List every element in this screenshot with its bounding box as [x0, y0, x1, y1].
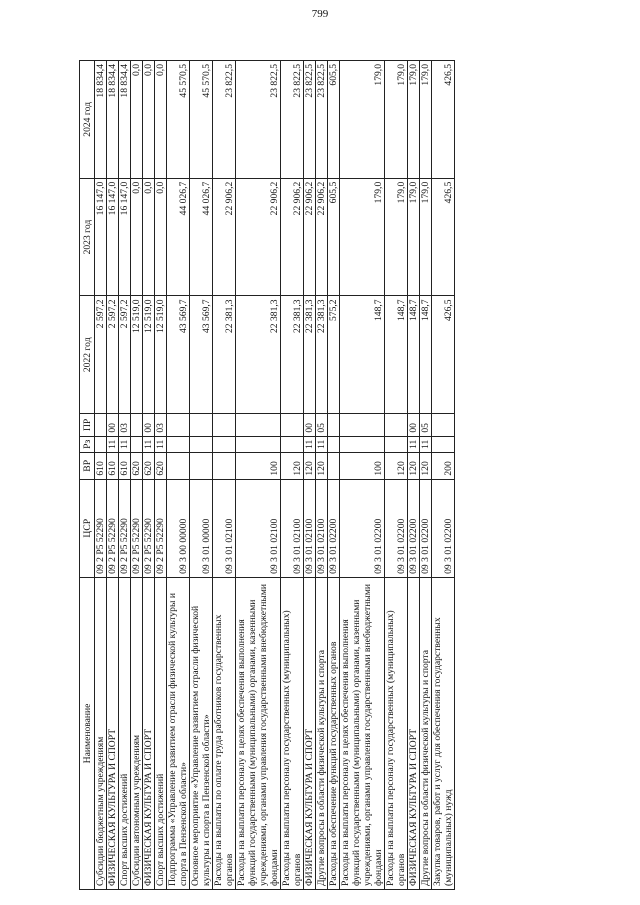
cell-y2022: 22 381,3: [236, 296, 281, 414]
cell-y2023: 0,0: [143, 178, 155, 296]
cell-y2024: 18 834,4: [95, 61, 107, 179]
cell-rz: [190, 436, 213, 452]
cell-name: Расходы на выплаты персоналу в целях обеспечения выполнения функций государственными (муниципальными) органами, казенными учреждениями, органами управления государственными внебюджетными фондами: [340, 577, 385, 889]
cell-vr: 200: [432, 453, 455, 480]
table-row: [420, 61, 432, 890]
cell-rz: [281, 436, 304, 452]
cell-rz: [95, 436, 107, 452]
cell-name: Расходы на выплаты персоналу государственных (муниципальных) органов: [385, 577, 408, 889]
cell-pr: [95, 414, 107, 437]
column-header: 2023 год: [80, 178, 95, 296]
cell-y2023: 22 906,2: [304, 178, 316, 296]
cell-y2023: 22 906,2: [316, 178, 328, 296]
cell-pr: 03: [119, 414, 131, 437]
cell-csr: 09 2 P5 52290: [95, 479, 107, 577]
table-row: [131, 61, 143, 890]
column-header: 2022 год: [80, 296, 95, 414]
table-row: [432, 61, 455, 890]
cell-vr: 100: [340, 453, 385, 480]
column-header: Наименование: [80, 577, 95, 889]
cell-y2022: 148,7: [340, 296, 385, 414]
cell-y2024: 0,0: [155, 61, 167, 179]
cell-y2024: 45 570,5: [167, 61, 190, 179]
cell-pr: [236, 414, 281, 437]
cell-y2023: 179,0: [385, 178, 408, 296]
cell-vr: [328, 453, 340, 480]
cell-y2023: 426,5: [432, 178, 455, 296]
cell-rz: [131, 436, 143, 452]
cell-pr: 03: [155, 414, 167, 437]
table-row: [95, 61, 107, 890]
table-row: [190, 61, 213, 890]
column-header: 2024 год: [80, 61, 95, 179]
cell-y2024: 0,0: [131, 61, 143, 179]
cell-y2024: 179,0: [420, 61, 432, 179]
cell-vr: 620: [143, 453, 155, 480]
cell-y2024: 23 822,5: [213, 61, 236, 179]
table-row: [167, 61, 190, 890]
table-row: [385, 61, 408, 890]
cell-name: Спорт высших достижений: [155, 577, 167, 889]
cell-pr: [167, 414, 190, 437]
cell-y2022: 12 519,0: [155, 296, 167, 414]
cell-y2023: 0,0: [155, 178, 167, 296]
cell-y2023: 179,0: [408, 178, 420, 296]
cell-y2023: 0,0: [131, 178, 143, 296]
cell-y2023: 44 026,7: [190, 178, 213, 296]
cell-pr: [328, 414, 340, 437]
cell-y2024: 179,0: [340, 61, 385, 179]
cell-csr: 09 2 P5 52290: [131, 479, 143, 577]
cell-pr: 00: [107, 414, 119, 437]
table-row: [236, 61, 281, 890]
cell-rz: [328, 436, 340, 452]
cell-rz: 11: [316, 436, 328, 452]
cell-y2024: 45 570,5: [190, 61, 213, 179]
cell-csr: 09 3 01 02200: [328, 479, 340, 577]
cell-vr: [213, 453, 236, 480]
cell-name: Субсидии бюджетным учреждениям: [95, 577, 107, 889]
cell-pr: 05: [316, 414, 328, 437]
cell-y2023: 179,0: [420, 178, 432, 296]
cell-csr: 09 3 01 02100: [213, 479, 236, 577]
cell-vr: 120: [420, 453, 432, 480]
cell-vr: 620: [131, 453, 143, 480]
cell-rz: 11: [420, 436, 432, 452]
cell-y2024: 23 822,5: [236, 61, 281, 179]
cell-y2024: 179,0: [408, 61, 420, 179]
cell-rz: [236, 436, 281, 452]
cell-y2023: 44 026,7: [167, 178, 190, 296]
cell-name: Расходы на выплаты по оплате труда работников государственных органов: [213, 577, 236, 889]
cell-name: Другие вопросы в области физической культуры и спорта: [420, 577, 432, 889]
budget-table: [79, 60, 455, 890]
cell-rz: 11: [107, 436, 119, 452]
cell-pr: 00: [143, 414, 155, 437]
cell-csr: 09 2 P5 52290: [143, 479, 155, 577]
cell-csr: 09 3 01 02100: [316, 479, 328, 577]
cell-rz: [167, 436, 190, 452]
cell-y2022: 2 597,2: [107, 296, 119, 414]
cell-y2024: 179,0: [385, 61, 408, 179]
cell-y2022: 426,5: [432, 296, 455, 414]
cell-csr: 09 3 01 02200: [385, 479, 408, 577]
cell-name: ФИЗИЧЕСКАЯ КУЛЬТУРА И СПОРТ: [107, 577, 119, 889]
table-row: [408, 61, 420, 890]
table-row: [155, 61, 167, 890]
cell-csr: 09 2 P5 52290: [119, 479, 131, 577]
cell-vr: [190, 453, 213, 480]
page-number: 799: [311, 8, 329, 20]
cell-name: Подпрограмма «Управление развитием отрасли физической культуры и спорта в Пензенской области»: [167, 577, 190, 889]
cell-y2022: 2 597,2: [95, 296, 107, 414]
cell-vr: 610: [119, 453, 131, 480]
cell-y2023: 605,5: [328, 178, 340, 296]
column-header: Рз: [80, 436, 95, 452]
cell-y2022: 575,2: [328, 296, 340, 414]
cell-y2024: 426,5: [432, 61, 455, 179]
cell-pr: [281, 414, 304, 437]
column-header: ЦСР: [80, 479, 95, 577]
cell-vr: 620: [155, 453, 167, 480]
cell-pr: 00: [408, 414, 420, 437]
cell-name: Расходы на обеспечение функций государственных органов: [328, 577, 340, 889]
cell-y2023: 16 147,0: [107, 178, 119, 296]
cell-vr: 610: [95, 453, 107, 480]
cell-rz: [432, 436, 455, 452]
cell-csr: 09 3 01 02100: [281, 479, 304, 577]
cell-vr: 120: [385, 453, 408, 480]
cell-vr: 120: [281, 453, 304, 480]
table-row: [143, 61, 155, 890]
cell-y2022: 22 381,3: [281, 296, 304, 414]
cell-y2024: 605,5: [328, 61, 340, 179]
cell-y2022: 22 381,3: [304, 296, 316, 414]
table-row: [304, 61, 316, 890]
cell-rz: 11: [155, 436, 167, 452]
cell-csr: 09 3 01 02100: [236, 479, 281, 577]
column-header: ВР: [80, 453, 95, 480]
cell-vr: 120: [304, 453, 316, 480]
table-row: [119, 61, 131, 890]
table-row: [107, 61, 119, 890]
cell-pr: 05: [420, 414, 432, 437]
table-row: [316, 61, 328, 890]
cell-y2022: 12 519,0: [143, 296, 155, 414]
cell-rz: 11: [119, 436, 131, 452]
cell-y2023: 16 147,0: [119, 178, 131, 296]
cell-rz: [340, 436, 385, 452]
cell-y2022: 148,7: [408, 296, 420, 414]
cell-y2022: 12 519,0: [131, 296, 143, 414]
budget-table-container: [79, 60, 559, 890]
cell-y2022: 2 597,2: [119, 296, 131, 414]
cell-y2024: 0,0: [143, 61, 155, 179]
cell-csr: 09 2 P5 52290: [107, 479, 119, 577]
cell-y2024: 18 834,4: [119, 61, 131, 179]
cell-name: Другие вопросы в области физической культуры и спорта: [316, 577, 328, 889]
cell-vr: 610: [107, 453, 119, 480]
cell-name: Закупка товаров, работ и услуг для обеспечения государственных (муниципальных) нужд: [432, 577, 455, 889]
table-header-row: [80, 61, 95, 890]
cell-csr: 09 3 01 02200: [408, 479, 420, 577]
cell-pr: [131, 414, 143, 437]
cell-y2024: 23 822,5: [281, 61, 304, 179]
column-header: ПР: [80, 414, 95, 437]
cell-pr: [385, 414, 408, 437]
cell-vr: 120: [316, 453, 328, 480]
cell-csr: 09 3 01 02100: [304, 479, 316, 577]
cell-y2022: 22 381,3: [316, 296, 328, 414]
cell-vr: 120: [408, 453, 420, 480]
cell-rz: 11: [304, 436, 316, 452]
cell-y2024: 23 822,5: [316, 61, 328, 179]
cell-vr: 100: [236, 453, 281, 480]
cell-y2023: 179,0: [340, 178, 385, 296]
cell-rz: 11: [143, 436, 155, 452]
table-row: [328, 61, 340, 890]
cell-name: Спорт высших достижений: [119, 577, 131, 889]
cell-y2024: 23 822,5: [304, 61, 316, 179]
cell-rz: 11: [408, 436, 420, 452]
cell-y2022: 43 569,7: [190, 296, 213, 414]
cell-rz: [385, 436, 408, 452]
cell-pr: [432, 414, 455, 437]
cell-name: Субсидии автономным учреждениям: [131, 577, 143, 889]
cell-name: Основное мероприятие «Управление развитием отрасли физической культуры и спорта в Пензенской области»: [190, 577, 213, 889]
cell-csr: 09 3 01 02200: [420, 479, 432, 577]
cell-csr: 09 3 01 02200: [432, 479, 455, 577]
cell-y2023: 22 906,2: [213, 178, 236, 296]
cell-y2022: 148,7: [385, 296, 408, 414]
cell-y2022: 22 381,3: [213, 296, 236, 414]
cell-y2024: 18 834,4: [107, 61, 119, 179]
cell-pr: [340, 414, 385, 437]
cell-name: Расходы на выплаты персоналу в целях обеспечения выполнения функций государственными (муниципальными) органами, казенными учреждениями, органами управления государственными внебюджетными фондами: [236, 577, 281, 889]
cell-name: ФИЗИЧЕСКАЯ КУЛЬТУРА И СПОРТ: [408, 577, 420, 889]
cell-pr: [190, 414, 213, 437]
table-row: [340, 61, 385, 890]
cell-y2023: 16 147,0: [95, 178, 107, 296]
cell-y2023: 22 906,2: [281, 178, 304, 296]
cell-csr: 09 3 01 02200: [340, 479, 385, 577]
cell-csr: 09 3 00 00000: [167, 479, 190, 577]
cell-y2022: 43 569,7: [167, 296, 190, 414]
cell-vr: [167, 453, 190, 480]
cell-name: ФИЗИЧЕСКАЯ КУЛЬТУРА И СПОРТ: [143, 577, 155, 889]
cell-csr: 09 2 P5 52290: [155, 479, 167, 577]
cell-pr: 00: [304, 414, 316, 437]
cell-y2022: 148,7: [420, 296, 432, 414]
table-row: [213, 61, 236, 890]
cell-y2023: 22 906,2: [236, 178, 281, 296]
table-row: [281, 61, 304, 890]
cell-pr: [213, 414, 236, 437]
cell-csr: 09 3 01 00000: [190, 479, 213, 577]
cell-name: Расходы на выплаты персоналу государственных (муниципальных) органов: [281, 577, 304, 889]
cell-name: ФИЗИЧЕСКАЯ КУЛЬТУРА И СПОРТ: [304, 577, 316, 889]
cell-rz: [213, 436, 236, 452]
